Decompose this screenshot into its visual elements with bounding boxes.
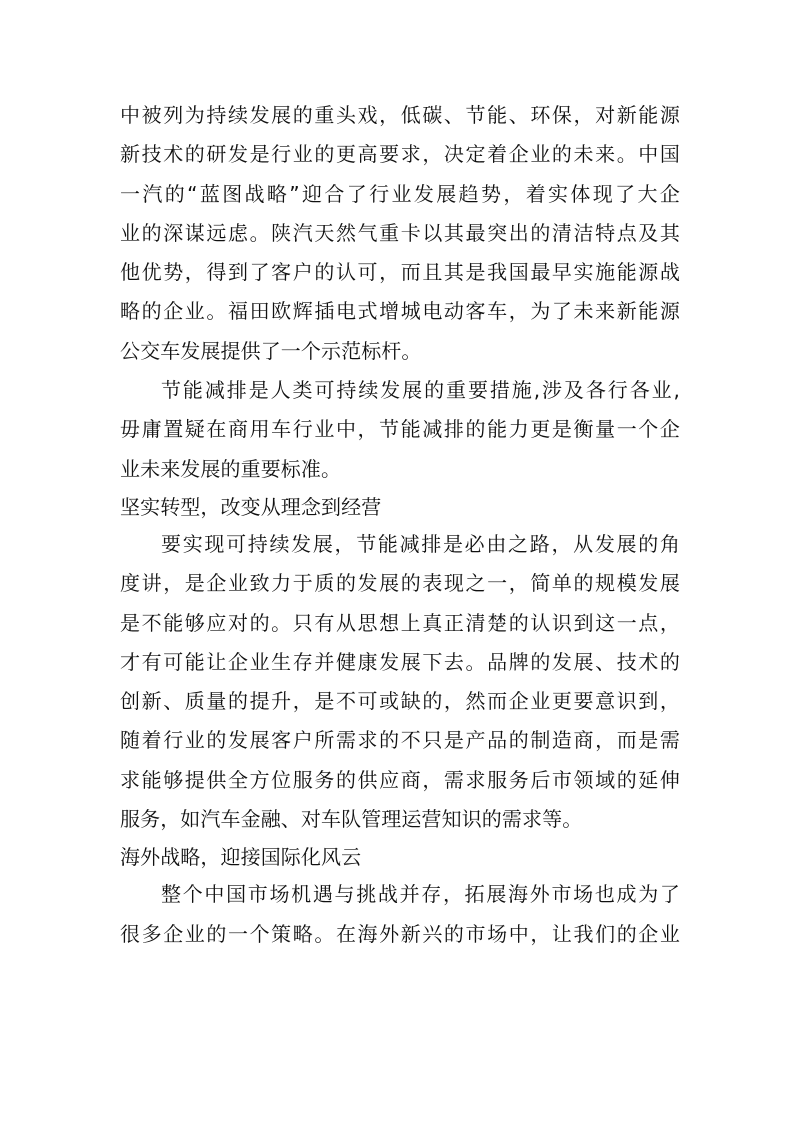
text-line: 一汽的“蓝图战略”迎合了行业发展趋势，着实体现了大企	[120, 181, 680, 206]
text-line: 节能减排是人类可持续发展的重要措施,涉及各行各业,	[161, 378, 680, 403]
text-line: 要实现可持续发展，节能减排是必由之路，从发展的角	[161, 531, 680, 556]
text-line: 新技术的研发是行业的更高要求，决定着企业的未来。中国	[120, 142, 680, 167]
text-line: 才有可能让企业生存并健康发展下去。品牌的发展、技术的	[120, 649, 680, 674]
text-line: 业的深谋远虑。陕汽天然气重卡以其最突出的清洁特点及其	[120, 220, 680, 245]
text-line: 求能够提供全方位服务的供应商，需求服务后市领域的延伸	[120, 767, 680, 792]
text-line: 服务，如汽车金融、对车队管理运营知识的需求等。	[120, 807, 583, 832]
text-line: 他优势，得到了客户的认可，而且其是我国最早实施能源战	[120, 260, 680, 285]
text-line: 创新、质量的提升，是不可或缺的，然而企业更要意识到，	[120, 689, 680, 714]
text-line: 度讲，是企业致力于质的发展的表现之一，简单的规模发展	[120, 571, 680, 596]
section-heading-transformation: 坚实转型，改变从理念到经营	[120, 494, 382, 519]
paragraph-new-energy	[120, 96, 680, 371]
text-line: 中被列为持续发展的重头戏，低碳、节能、环保，对新能源	[120, 103, 680, 127]
text-line: 整个中国市场机遇与挑战并存，拓展海外市场也成为了	[161, 882, 680, 907]
text-line: 略的企业。福田欧辉插电式增城电动客车，为了未来新能源	[120, 299, 680, 324]
text-line: 毋庸置疑在商用车行业中，节能减排的能力更是衡量一个企	[120, 417, 680, 442]
text-line: 业未来发展的重要标准。	[120, 456, 342, 481]
text-line: 是不能够应对的。只有从思想上真正清楚的认识到这一点，	[120, 610, 680, 635]
text-line: 公交车发展提供了一个示范标杆。	[120, 338, 422, 363]
text-line: 随着行业的发展客户所需求的不只是产品的制造商，而是需	[120, 728, 680, 753]
document-body	[120, 96, 680, 954]
section-heading-overseas: 海外战略，迎接国际化风云	[120, 845, 362, 870]
paragraph-energy-saving	[120, 371, 680, 489]
paragraph-sustainable-development	[120, 525, 680, 839]
text-line: 很多企业的一个策略。在海外新兴的市场中，让我们的企业	[120, 921, 680, 946]
paragraph-overseas-market	[120, 875, 680, 954]
